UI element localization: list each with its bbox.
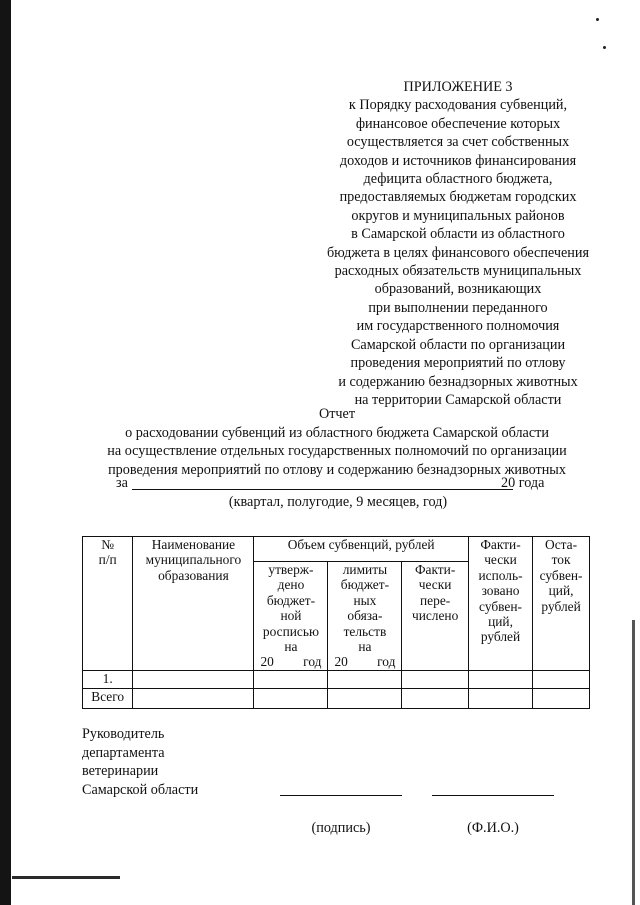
report-subtitle-line: о расходовании субвенций из областного бюджета Самарской области	[125, 424, 549, 441]
table-cell	[254, 688, 328, 708]
scan-speck	[596, 18, 599, 21]
report-subtitle-line: на осуществление отдельных государственных полномочий по организации	[107, 443, 567, 460]
appendix-line: доходов и источников финансирования	[339, 152, 577, 169]
appendix-line: к Порядку расходования субвенций,	[348, 97, 568, 114]
header-used: Факти- чески исполь- зовано субвен- ций, рублей	[468, 537, 532, 671]
table-cell	[254, 670, 328, 688]
appendix-line: предоставляемых бюджетам городских	[339, 189, 577, 206]
appendix-line: при выполнении переданного	[368, 299, 548, 316]
appendix-line: в Самарской области из областного	[351, 226, 565, 243]
scan-speck	[603, 46, 606, 49]
table-cell	[133, 670, 254, 688]
table-cell	[402, 670, 468, 688]
appendix-line: финансовое обеспечение которых	[355, 115, 561, 132]
header-transferred: Факти- чески пере- числено	[402, 562, 468, 671]
header-remainder: Оста- ток субвен- ций, рублей	[533, 537, 590, 671]
scan-artifact-line	[632, 620, 635, 905]
report-table	[82, 536, 590, 709]
row-number: 1.	[83, 670, 133, 688]
header-subvention-volume: Объем субвенций, рублей	[254, 537, 468, 562]
appendix-line: расходных обязательств муниципальных	[334, 263, 582, 280]
table-cell	[328, 670, 402, 688]
table-cell	[402, 688, 468, 708]
table-row	[83, 670, 590, 688]
appendix-line: образований, возникающих	[374, 281, 542, 298]
signature-line	[280, 795, 402, 796]
appendix-line: проведения мероприятий по отлову	[350, 355, 566, 372]
appendix-line: осуществляется за счет собственных	[346, 134, 570, 151]
header-municipality: Наименование муниципального образования	[133, 537, 254, 671]
appendix-line: ПРИЛОЖЕНИЕ 3	[403, 79, 513, 95]
signer-line: Руководитель	[82, 726, 165, 742]
report-subtitle-line: проведения мероприятий по отлову и содержанию безнадзорных животных	[108, 461, 566, 478]
name-label: (Ф.И.О.)	[467, 820, 519, 836]
appendix-line: и содержанию безнадзорных животных	[338, 373, 578, 390]
report-heading	[92, 405, 582, 479]
appendix-line: на территории Самарской области	[354, 391, 562, 408]
total-label: Всего	[83, 688, 133, 708]
period-year: 20 года	[501, 475, 545, 491]
signature-label: (подпись)	[311, 820, 371, 836]
header-approved: утверж- дено бюджет- ной росписью на 20 год	[254, 562, 328, 671]
table-cell	[533, 670, 590, 688]
period-note: (квартал, полугодие, 9 месяцев, год)	[228, 494, 448, 510]
appendix-line: им государственного полномочия	[356, 318, 560, 335]
table-cell	[328, 688, 402, 708]
appendix-line: Самарской области по организации	[350, 336, 566, 353]
signer-line: Самарской области	[82, 781, 199, 798]
period-prefix: за	[116, 475, 128, 491]
appendix-line: дефицита областного бюджета,	[363, 171, 553, 188]
header-limits: лимиты бюджет- ных обяза- тельств на 20 год	[328, 562, 402, 671]
table-total-row	[83, 688, 590, 708]
appendix-block	[300, 78, 616, 409]
header-number: № п/п	[83, 537, 133, 671]
table-header-row	[83, 537, 590, 562]
table-cell	[533, 688, 590, 708]
scan-edge	[0, 0, 11, 905]
report-period-row	[116, 475, 566, 492]
appendix-line: округов и муниципальных районов	[351, 207, 565, 224]
signer-block	[82, 725, 198, 799]
appendix-line: бюджета в целях финансового обеспечения	[326, 244, 590, 261]
table-cell	[468, 670, 532, 688]
scan-artifact-line	[12, 876, 120, 879]
period-blank-line	[132, 489, 513, 490]
signer-line: ветеринарии	[82, 763, 159, 780]
table-cell	[133, 688, 254, 708]
signer-line: департамента	[82, 744, 165, 761]
table-cell	[468, 688, 532, 708]
report-title: Отчет	[318, 406, 356, 422]
name-line	[432, 795, 554, 796]
